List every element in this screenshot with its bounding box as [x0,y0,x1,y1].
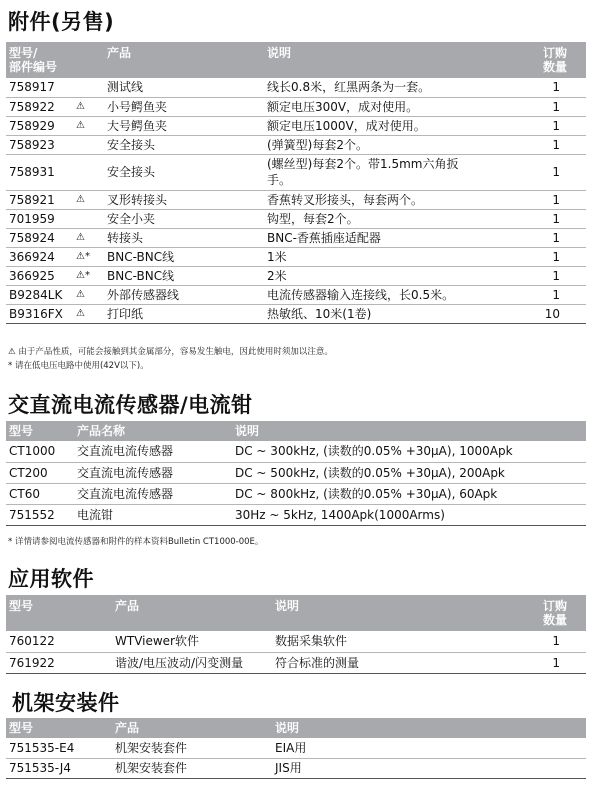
table-row [6,247,586,266]
description-cell: JIS用 [272,758,586,778]
table-row [6,78,586,97]
description-cell: 30Hz ~ 5kHz, 1400Apk(1000Arms) [232,504,586,525]
header-model: 型号 [9,721,34,735]
product-cell: 小号鳄鱼夹 [104,97,264,116]
description-cell: 额定电压300V，成对使用。 [264,97,512,116]
model-cell: B9316FX [6,304,74,323]
warning-icon: ⚠ [74,190,104,209]
table-row [6,116,586,135]
header-mark [74,42,104,78]
description-cell: BNC-香蕉插座适配器 [264,228,512,247]
table-row [6,190,586,209]
accessories-title: 附件(另售) [8,10,115,34]
product-cell: 打印纸 [104,304,264,323]
model-cell: 758922 [6,97,74,116]
header-description: 说明 [235,424,260,438]
description-cell: 数据采集软件 [272,631,512,652]
description-cell: EIA用 [272,738,586,758]
header-model: 型号 [9,424,34,438]
model-cell: 366924 [6,247,74,266]
model-cell: 701959 [6,209,74,228]
model-cell: 760122 [6,631,112,652]
model-cell: CT200 [6,462,74,483]
product-cell: 机架安装套件 [112,738,272,758]
product-cell: 机架安装套件 [112,758,272,778]
quantity-cell: 10 [512,304,586,323]
quantity-cell: 1 [512,78,586,97]
header-product: 产品 [115,599,140,613]
header-product: 产品 [107,46,132,60]
description-cell: 额定电压1000V，成对使用。 [264,116,512,135]
warning-icon [74,154,104,190]
description-cell: (弹簧型)每套2个。 [264,135,512,154]
rack-title: 机架安装件 [12,691,120,715]
product-cell: 安全小夹 [104,209,264,228]
model-cell: CT1000 [6,441,74,462]
table-row [6,266,586,285]
product-cell: 大号鳄鱼夹 [104,116,264,135]
table-row [6,462,586,483]
accessories-table [6,42,586,324]
header-description: 说明 [267,46,292,60]
product-cell: 测试线 [104,78,264,97]
header-product: 产品 [115,721,140,735]
model-cell: 366925 [6,266,74,285]
product-cell: WTViewer软件 [112,631,272,652]
quantity-cell: 1 [512,266,586,285]
warning-icon: ⚠ [74,304,104,323]
table-row [6,209,586,228]
description-cell: DC ~ 300kHz, (读数的0.05% +30μA), 1000Apk [232,441,586,462]
table-row [6,652,586,673]
description-cell: DC ~ 800kHz, (读数的0.05% +30μA), 60Apk [232,483,586,504]
quantity-cell: 1 [512,209,586,228]
product-cell: 谐波/电压波动/闪变测量 [112,652,272,673]
description-cell: 线长0.8米，红黑两条为一套。 [264,78,512,97]
quantity-cell: 1 [512,154,586,190]
header-quantity: 订购 数量 [542,46,567,74]
header-description: 说明 [275,599,300,613]
description-cell: 1米 [264,247,512,266]
product-cell: 叉形转接头 [104,190,264,209]
sensors-table [6,421,586,526]
software-table [6,595,586,674]
quantity-cell: 1 [512,135,586,154]
model-cell: 751535-J4 [6,758,112,778]
warning-icon: ⚠* [74,247,104,266]
table-row [6,738,586,758]
warning-icon: ⚠* [74,266,104,285]
quantity-cell: 1 [512,285,586,304]
quantity-cell: 1 [512,652,586,673]
model-cell: 758917 [6,78,74,97]
quantity-cell: 1 [512,116,586,135]
header-quantity: 订购 数量 [542,599,567,627]
warning-icon [74,78,104,97]
description-cell: 香蕉转叉形接头，每套两个。 [264,190,512,209]
product-cell: 转接头 [104,228,264,247]
table-row [6,758,586,778]
table-row [6,631,586,652]
sensors-header-row [6,421,586,441]
description-cell: 钩型，每套2个。 [264,209,512,228]
model-cell: 751535-E4 [6,738,112,758]
product-cell: 交直流电流传感器 [74,462,232,483]
model-cell: 758931 [6,154,74,190]
table-row [6,483,586,504]
quantity-cell: 1 [512,631,586,652]
warning-icon [74,209,104,228]
table-row [6,304,586,323]
product-cell: 安全接头 [104,135,264,154]
warning-footnote: ⚠ 由于产品性质，可能会接触到其金属部分，容易发生触电，因此使用时须加以注意。 [8,347,333,357]
rack-header-row [6,718,586,738]
rack-table [6,718,586,779]
table-row [6,97,586,116]
warning-icon: ⚠ [74,116,104,135]
description-cell: (螺丝型)每套2个。带1.5mm六角扳手。 [264,154,512,190]
quantity-cell: 1 [512,228,586,247]
warning-icon: ⚠ [74,97,104,116]
model-cell: CT60 [6,483,74,504]
table-row [6,441,586,462]
table-row [6,135,586,154]
table-row [6,504,586,525]
product-cell: BNC-BNC线 [104,266,264,285]
warning-icon [74,135,104,154]
product-cell: 交直流电流传感器 [74,441,232,462]
warning-icon: ⚠ [74,285,104,304]
model-cell: 758921 [6,190,74,209]
accessories-header-row [6,42,586,78]
model-cell: 751552 [6,504,74,525]
description-cell: 电流传感器输入连接线，长0.5米。 [264,285,512,304]
header-model: 型号/ 部件编号 [9,46,58,74]
description-cell: 热敏纸、10米(1卷) [264,304,512,323]
warning-icon: ⚠ [74,228,104,247]
header-model: 型号 [9,599,34,613]
product-cell: 外部传感器线 [104,285,264,304]
voltage-footnote: * 请在低电压电路中使用(42V以下)。 [8,361,149,371]
product-cell: 安全接头 [104,154,264,190]
header-product: 产品名称 [77,424,126,438]
model-cell: B9284LK [6,285,74,304]
header-description: 说明 [275,721,300,735]
software-header-row [6,595,586,631]
model-cell: 758923 [6,135,74,154]
table-row [6,285,586,304]
description-cell: 符合标准的测量 [272,652,512,673]
table-row [6,228,586,247]
sensors-footnote: * 详情请参阅电流传感器和附件的样本资料Bulletin CT1000-00E。 [8,537,264,547]
quantity-cell: 1 [512,247,586,266]
quantity-cell: 1 [512,190,586,209]
product-cell: 电流钳 [74,504,232,525]
sensors-title: 交直流电流传感器/电流钳 [8,393,253,417]
product-cell: 交直流电流传感器 [74,483,232,504]
quantity-cell: 1 [512,97,586,116]
model-cell: 758929 [6,116,74,135]
model-cell: 758924 [6,228,74,247]
description-cell: DC ~ 500kHz, (读数的0.05% +30μA), 200Apk [232,462,586,483]
description-cell: 2米 [264,266,512,285]
model-cell: 761922 [6,652,112,673]
product-cell: BNC-BNC线 [104,247,264,266]
table-row [6,154,586,190]
software-title: 应用软件 [8,567,94,591]
